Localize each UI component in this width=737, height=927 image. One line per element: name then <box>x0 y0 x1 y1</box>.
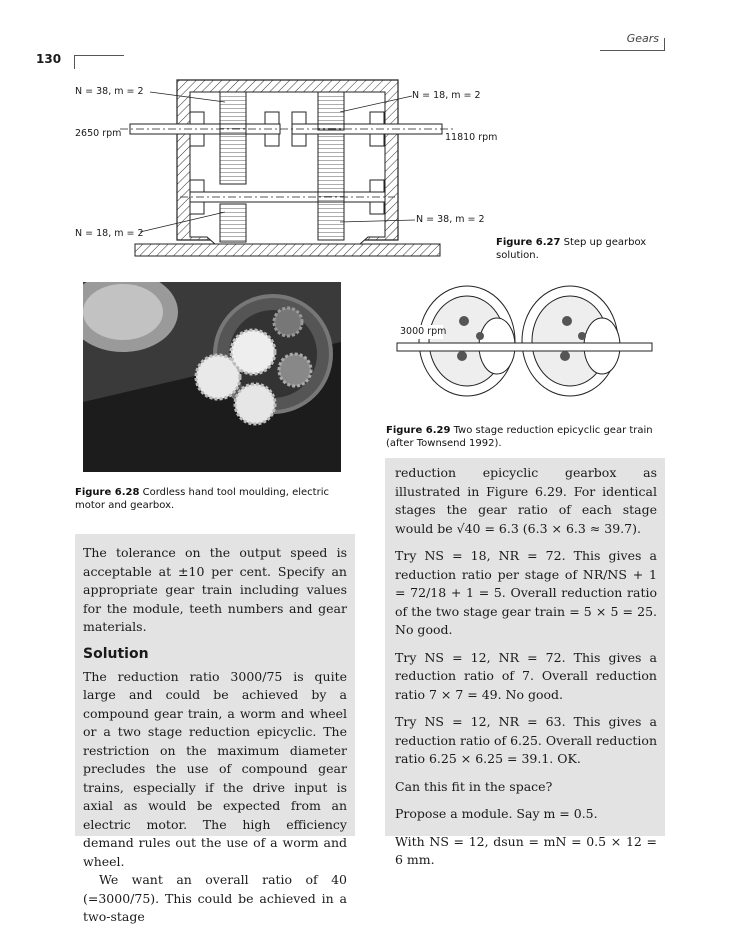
label-output-speed: 11810 rpm <box>445 132 498 143</box>
caption-text: Two stage reduction epicyclic gear train (after Townsend 1992). <box>386 425 653 449</box>
label-bottom-right: N = 38, m = 2 <box>416 214 485 225</box>
caption-label: Figure 6.29 <box>386 425 451 436</box>
running-title: Gears <box>626 32 659 45</box>
header-rule-left-tick <box>74 55 75 69</box>
figure-6-29-caption <box>386 424 666 450</box>
page-number: 130 <box>36 52 62 66</box>
header-rule-right <box>600 50 664 51</box>
try-2-paragraph: Try NS = 12, NR = 72. This gives a reduction ratio of 7. Overall reduction ratio 7 × 7 = 49. No good. <box>395 649 657 702</box>
caption-text: Step up gearbox solution. <box>496 237 647 261</box>
figure-6-28-photo <box>83 282 341 472</box>
figure-6-27-caption <box>496 236 666 262</box>
header-rule-left <box>74 55 124 56</box>
label-input-speed: 2650 rpm <box>75 128 122 139</box>
gear-38-top <box>220 92 246 184</box>
figure-6-29-drawing <box>392 276 662 411</box>
header-rule-right-tick <box>664 38 665 51</box>
label-top-left: N = 38, m = 2 <box>75 86 144 97</box>
housing-base <box>135 244 440 256</box>
caption-label: Figure 6.27 <box>496 237 561 248</box>
rpm-label: 3000 rpm <box>400 326 447 337</box>
figure-6-27-drawing <box>60 72 660 262</box>
gearbox-photo-illustration <box>83 282 341 472</box>
solution-paragraph: The reduction ratio 3000/75 is quite large and could be achieved by a compound gear train, a worm and wheel or a two stage reduction epicyclic. The restriction on the maximum diameter precludes the use of compound gear trains, especially if the drive input is axial as would be expected from an electric motor. The high efficiency demand rules out the use of a worm and wheel. <box>83 668 347 869</box>
caption-text: Cordless hand tool moulding, electric motor and gearbox. <box>75 487 329 511</box>
try-1-paragraph: Try NS = 18, NR = 72. This gives a reduction ratio per stage of NR/NS + 1 = 72/18 + 1 = 5. Overall reduction ratio of the two stage gear train = 5 × 5 = 25. No good. <box>395 548 657 637</box>
gear-38-bottom <box>318 134 344 240</box>
gear-18-bottom <box>220 204 246 242</box>
housing-inner <box>190 92 385 244</box>
label-top-right: N = 18, m = 2 <box>412 90 481 101</box>
module-paragraph: Propose a module. Say m = 0.5. <box>395 806 598 821</box>
epicyclic-paragraph: reduction epicyclic gearbox as illustrated in Figure 6.29. For identical stages the gear ratio of each stage would be √40 = 6.3 (6.3 × 6.3 ≈ 39.7). <box>395 465 657 536</box>
solution-heading: Solution <box>83 645 149 662</box>
ratio-paragraph: We want an overall ratio of 40 (=3000/75). This could be achieved in a two-stage <box>83 872 347 924</box>
fit-question: Can this fit in the space? <box>395 778 553 794</box>
figure-6-28-caption <box>75 486 345 512</box>
problem-paragraph: The tolerance on the output speed is acceptable at ±10 per cent. Specify an appropriate gear train including values for the module, teeth numbers and gear materials. <box>83 545 347 634</box>
label-bottom-left: N = 18, m = 2 <box>75 228 144 239</box>
caption-label: Figure 6.28 <box>75 487 140 498</box>
gear-18-top <box>318 92 344 130</box>
example-box-right <box>385 458 665 867</box>
sun-diameter-paragraph: With NS = 12, dsun = mN = 0.5 × 12 = 6 mm. <box>395 833 657 867</box>
try-3-paragraph: Try NS = 12, NR = 63. This gives a reduction ratio of 6.25. Overall reduction ratio 6.25 × 6.25 = 39.1. OK. <box>395 714 657 766</box>
example-box-left <box>75 534 355 924</box>
